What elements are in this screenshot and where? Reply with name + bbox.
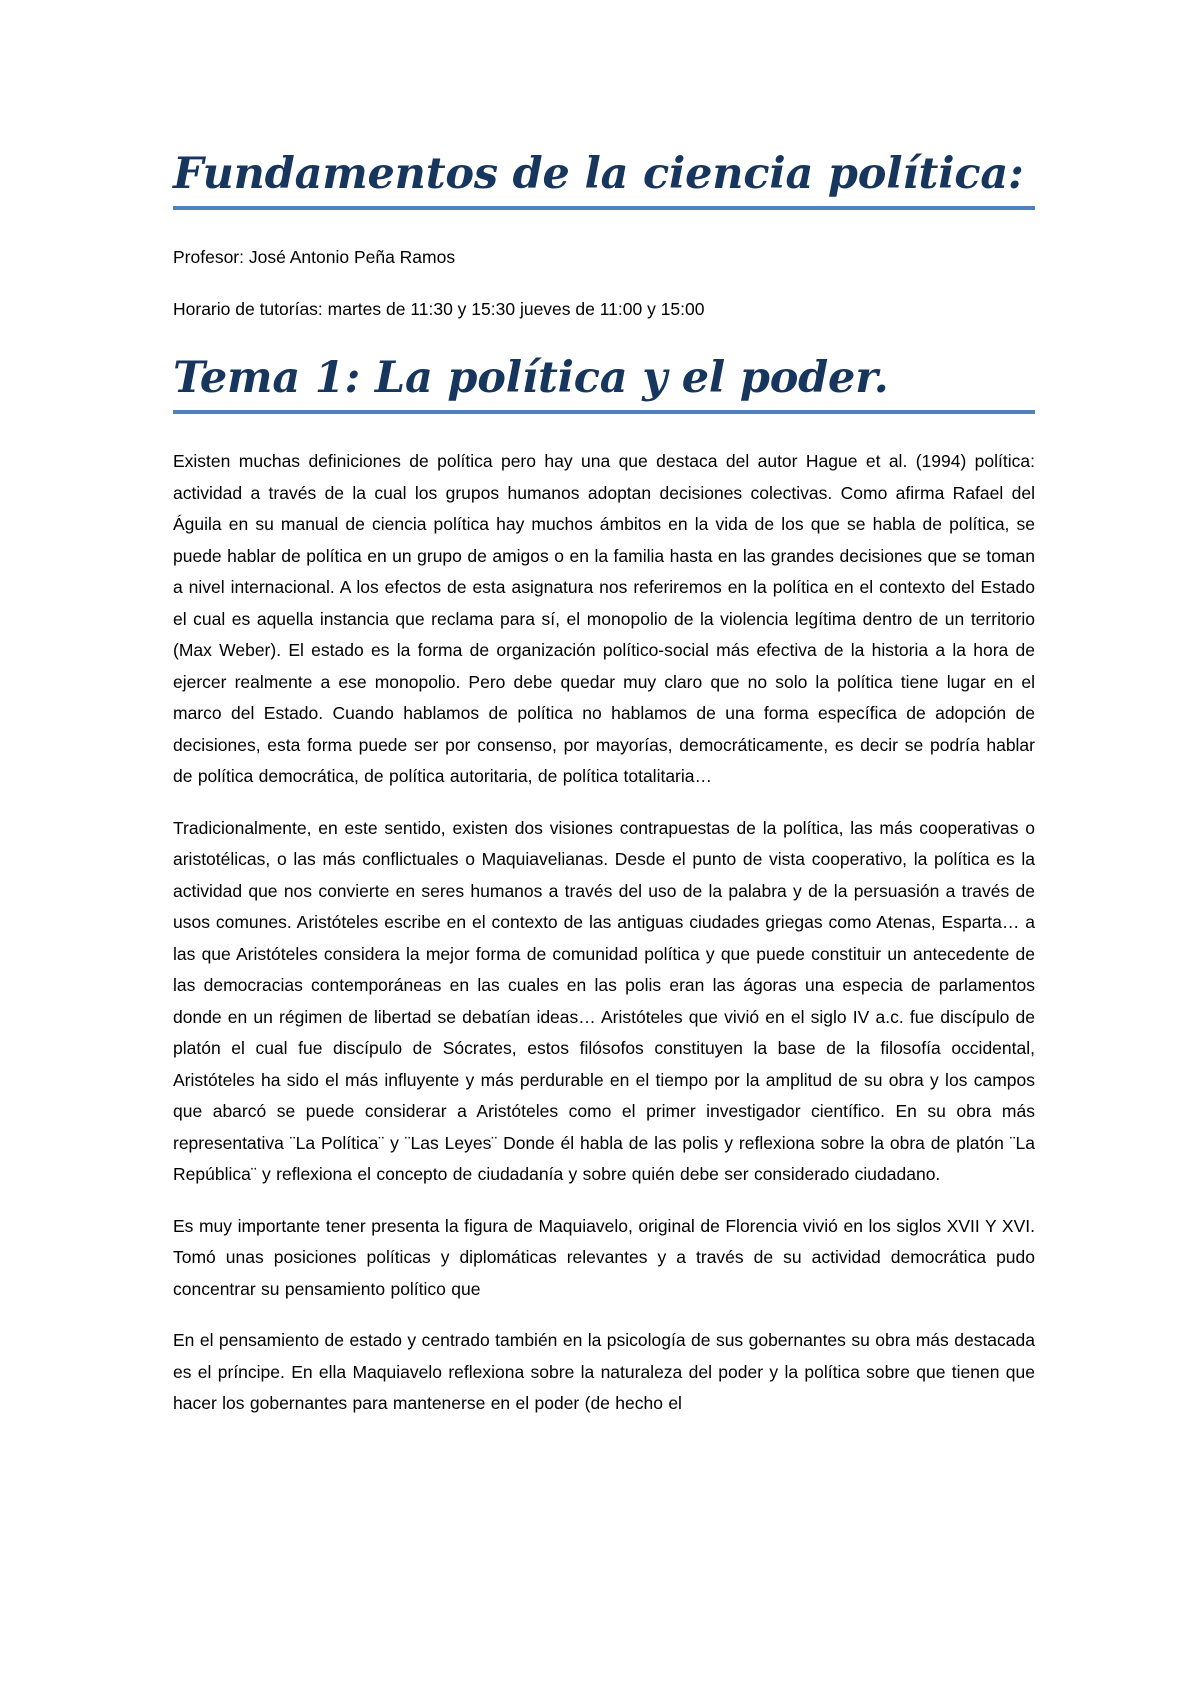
paragraph-1: Existen muchas definiciones de política pero hay una que destaca del autor Hague et al. (1994) política: actividad a través de la cual los grupos humanos adoptan decisiones colectivas. Como afirma Rafael del Águila en su manual de ciencia política hay muchos ámbitos en la vida de los que se habla de política, se puede hablar de política en un grupo de amigos o en la familia hasta en las grandes decisiones que se toman a nivel internacional. A los efectos de esta asignatura nos referiremos en la política en el contexto del Estado el cual es aquella instancia que reclama para sí, el monopolio de la violencia legítima dentro de un territorio (Max Weber). El estado es la forma de organización político-social más efectiva de la historia a la hora de ejercer realmente a ese monopolio. Pero debe quedar muy claro que no solo la política tiene lugar en el marco del Estado. Cuando hablamos de política no hablamos de una forma específica de adopción de decisiones, esta forma puede ser por consenso, por mayorías, democráticamente, es decir se podría hablar de política democrática, de política autoritaria, de política totalitaria… xyxy=(173,451,1035,786)
section-underline xyxy=(173,410,1035,414)
paragraph-2: Tradicionalmente, en este sentido, existen dos visiones contrapuestas de la política, las más cooperativas o aristotélicas, o las más conflictuales o Maquiavelianas. Desde el punto de vista cooperativo, la política es la actividad que nos convierte en seres humanos a través del uso de la palabra y de la persuasión a través de usos comunes. Aristóteles escribe en el contexto de las antiguas ciudades griegas como Atenas, Esparta… a las que Aristóteles considera la mejor forma de comunidad política y que puede constituir un antecedente de las democracias contemporáneas en las cuales en las polis eran las ágoras una especia de parlamentos donde en un régimen de libertad se debatían ideas… Aristóteles que vivió en el siglo IV a.c. fue discípulo de platón el cual fue discípulo de Sócrates, estos filósofos constituyen la base de la filosofía occidental, Aristóteles ha sido el más influyente y más perdurable en el tiempo por la amplitud de su obra y los campos que abarcó se puede considerar a Aristóteles como el primer investigador científico. En su obra más representativa ¨La Política¨ y ¨Las Leyes¨ Donde él habla de las polis y reflexiona sobre la obra de platón ¨La República¨ y reflexiona el concepto de ciudadanía y sobre quién debe ser considerado ciudadano. xyxy=(173,817,1035,1184)
paragraph-3: Es muy importante tener presenta la figura de Maquiavelo, original de Florencia vivió en los siglos XVII Y XVI. Tomó unas posiciones políticas y diplomáticas relevantes y a través de su actividad democrática pudo concentrar su pensamiento político que xyxy=(173,1215,1035,1299)
paragraph-4: En el pensamiento de estado y centrado también en la psicología de sus gobernantes su obra más destacada es el príncipe. En ella Maquiavelo reflexiona sobre la naturaleza del poder y la política sobre que tienen que hacer los gobernantes para mantenerse en el poder (de hecho el xyxy=(173,1330,1035,1413)
document-title: Fundamentos de la ciencia política: xyxy=(173,149,1024,199)
section-title: Tema 1: La política y el poder. xyxy=(173,353,889,403)
professor-line: Profesor: José Antonio Peña Ramos xyxy=(173,247,456,267)
document-body xyxy=(173,146,1035,1420)
schedule-line: Horario de tutorías: martes de 11:30 y 15:30 jueves de 11:00 y 15:00 xyxy=(173,299,705,319)
title-underline xyxy=(173,206,1035,210)
